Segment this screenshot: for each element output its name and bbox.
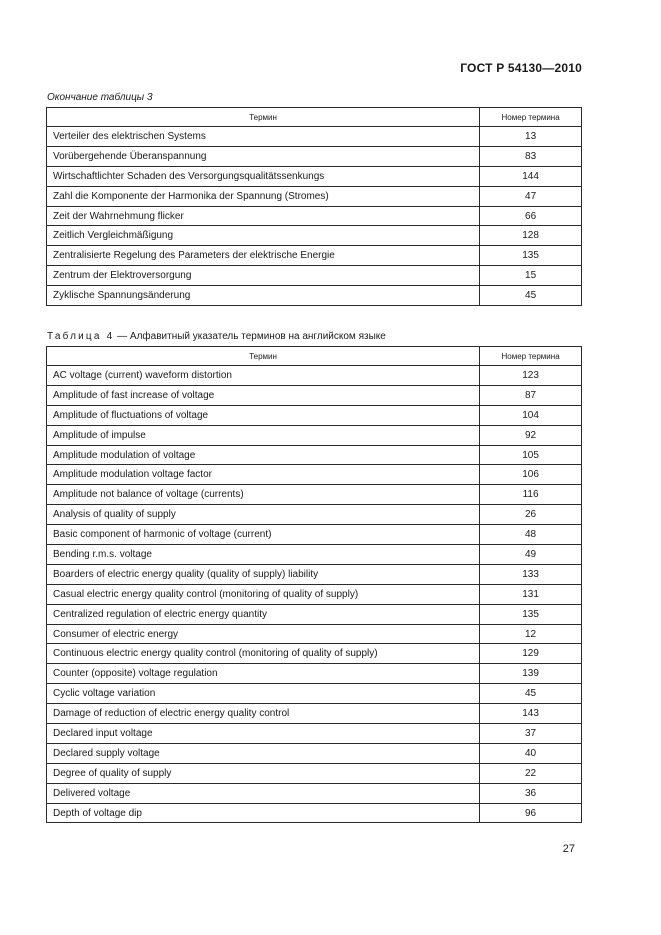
term-cell: Zyklische Spannungsänderung [47, 286, 480, 306]
term-cell: Declared input voltage [47, 724, 480, 744]
page-number: 27 [562, 843, 575, 855]
term-cell: Damage of reduction of electric energy quality control [47, 704, 480, 724]
column-header-term: Термин [47, 108, 480, 127]
table4-caption-text: — Алфавитный указатель терминов на английском языке [114, 331, 386, 342]
column-header-term: Термин [47, 347, 480, 366]
table3 [46, 107, 582, 306]
term-cell: Amplitude of fast increase of voltage [47, 385, 480, 405]
table-row [47, 127, 582, 147]
table-row [47, 485, 582, 505]
term-cell: Analysis of quality of supply [47, 505, 480, 525]
table-row [47, 704, 582, 724]
term-number-cell: 104 [480, 405, 582, 425]
table-row [47, 425, 582, 445]
term-cell: Bending r.m.s. voltage [47, 545, 480, 565]
term-number-cell: 49 [480, 545, 582, 565]
term-cell: Vorübergehende Überanspannung [47, 146, 480, 166]
table-row [47, 286, 582, 306]
term-cell: Delivered voltage [47, 783, 480, 803]
term-number-cell: 45 [480, 286, 582, 306]
term-number-cell: 106 [480, 465, 582, 485]
table-row [47, 465, 582, 485]
term-cell: Wirtschaftlichter Schaden des Versorgungsqualitätssenkungs [47, 166, 480, 186]
table-row [47, 545, 582, 565]
table-row [47, 684, 582, 704]
term-cell: Amplitude modulation voltage factor [47, 465, 480, 485]
table-row [47, 564, 582, 584]
term-cell: Continuous electric energy quality control (monitoring of quality of supply) [47, 644, 480, 664]
term-number-cell: 143 [480, 704, 582, 724]
term-number-cell: 135 [480, 246, 582, 266]
term-number-cell: 87 [480, 385, 582, 405]
term-cell: Centralized regulation of electric energy quantity [47, 604, 480, 624]
term-cell: Zentrum der Elektroversorgung [47, 266, 480, 286]
term-number-cell: 116 [480, 485, 582, 505]
term-number-cell: 45 [480, 684, 582, 704]
term-cell: Amplitude modulation of voltage [47, 445, 480, 465]
table3-header-row [47, 108, 582, 127]
term-cell: Amplitude not balance of voltage (currents) [47, 485, 480, 505]
term-number-cell: 131 [480, 584, 582, 604]
term-number-cell: 129 [480, 644, 582, 664]
table4-caption-label: Таблица 4 [47, 331, 115, 342]
term-number-cell: 66 [480, 206, 582, 226]
table-row [47, 226, 582, 246]
term-cell: Counter (opposite) voltage regulation [47, 664, 480, 684]
term-cell: Amplitude of impulse [47, 425, 480, 445]
term-number-cell: 12 [480, 624, 582, 644]
table3-caption: Окончание таблицы 3 [47, 92, 153, 103]
term-number-cell: 144 [480, 166, 582, 186]
term-number-cell: 47 [480, 186, 582, 206]
term-cell: AC voltage (current) waveform distortion [47, 366, 480, 386]
table-row [47, 763, 582, 783]
term-number-cell: 15 [480, 266, 582, 286]
term-cell: Casual electric energy quality control (monitoring of quality of supply) [47, 584, 480, 604]
term-cell: Consumer of electric energy [47, 624, 480, 644]
term-cell: Boarders of electric energy quality (quality of supply) liability [47, 564, 480, 584]
table-row [47, 803, 582, 823]
table-row [47, 505, 582, 525]
term-number-cell: 40 [480, 743, 582, 763]
table-row [47, 743, 582, 763]
term-cell: Amplitude of fluctuations of voltage [47, 405, 480, 425]
term-number-cell: 96 [480, 803, 582, 823]
term-number-cell: 92 [480, 425, 582, 445]
table-row [47, 644, 582, 664]
standard-code: ГОСТ Р 54130—2010 [460, 61, 582, 75]
table-row [47, 166, 582, 186]
term-number-cell: 133 [480, 564, 582, 584]
term-number-cell: 128 [480, 226, 582, 246]
term-cell: Declared supply voltage [47, 743, 480, 763]
table-row [47, 405, 582, 425]
term-cell: Degree of quality of supply [47, 763, 480, 783]
table-row [47, 206, 582, 226]
term-number-cell: 22 [480, 763, 582, 783]
column-header-number: Номер термина [480, 347, 582, 366]
table-row [47, 366, 582, 386]
table-row [47, 246, 582, 266]
term-cell: Zeitlich Vergleichmäßigung [47, 226, 480, 246]
table4 [46, 346, 582, 823]
table-row [47, 783, 582, 803]
term-number-cell: 37 [480, 724, 582, 744]
term-number-cell: 36 [480, 783, 582, 803]
term-number-cell: 83 [480, 146, 582, 166]
term-cell: Basic component of harmonic of voltage (current) [47, 525, 480, 545]
term-number-cell: 105 [480, 445, 582, 465]
table-row [47, 584, 582, 604]
term-cell: Zahl die Komponente der Harmonika der Spannung (Stromes) [47, 186, 480, 206]
term-cell: Zeit der Wahrnehmung flicker [47, 206, 480, 226]
term-number-cell: 48 [480, 525, 582, 545]
table-row [47, 724, 582, 744]
table-row [47, 266, 582, 286]
table3-body [47, 127, 582, 306]
term-cell: Cyclic voltage variation [47, 684, 480, 704]
table-row [47, 664, 582, 684]
table4-caption [47, 331, 386, 342]
term-number-cell: 26 [480, 505, 582, 525]
table-row [47, 525, 582, 545]
table4-header-row [47, 347, 582, 366]
column-header-number: Номер термина [480, 108, 582, 127]
table-row [47, 624, 582, 644]
table-row [47, 385, 582, 405]
term-cell: Depth of voltage dip [47, 803, 480, 823]
table-row [47, 186, 582, 206]
table-row [47, 445, 582, 465]
term-number-cell: 13 [480, 127, 582, 147]
table-row [47, 146, 582, 166]
table-row [47, 604, 582, 624]
term-cell: Zentralisierte Regelung des Parameters der elektrische Energie [47, 246, 480, 266]
term-cell: Verteiler des elektrischen Systems [47, 127, 480, 147]
term-number-cell: 135 [480, 604, 582, 624]
table4-body [47, 366, 582, 823]
term-number-cell: 139 [480, 664, 582, 684]
term-number-cell: 123 [480, 366, 582, 386]
